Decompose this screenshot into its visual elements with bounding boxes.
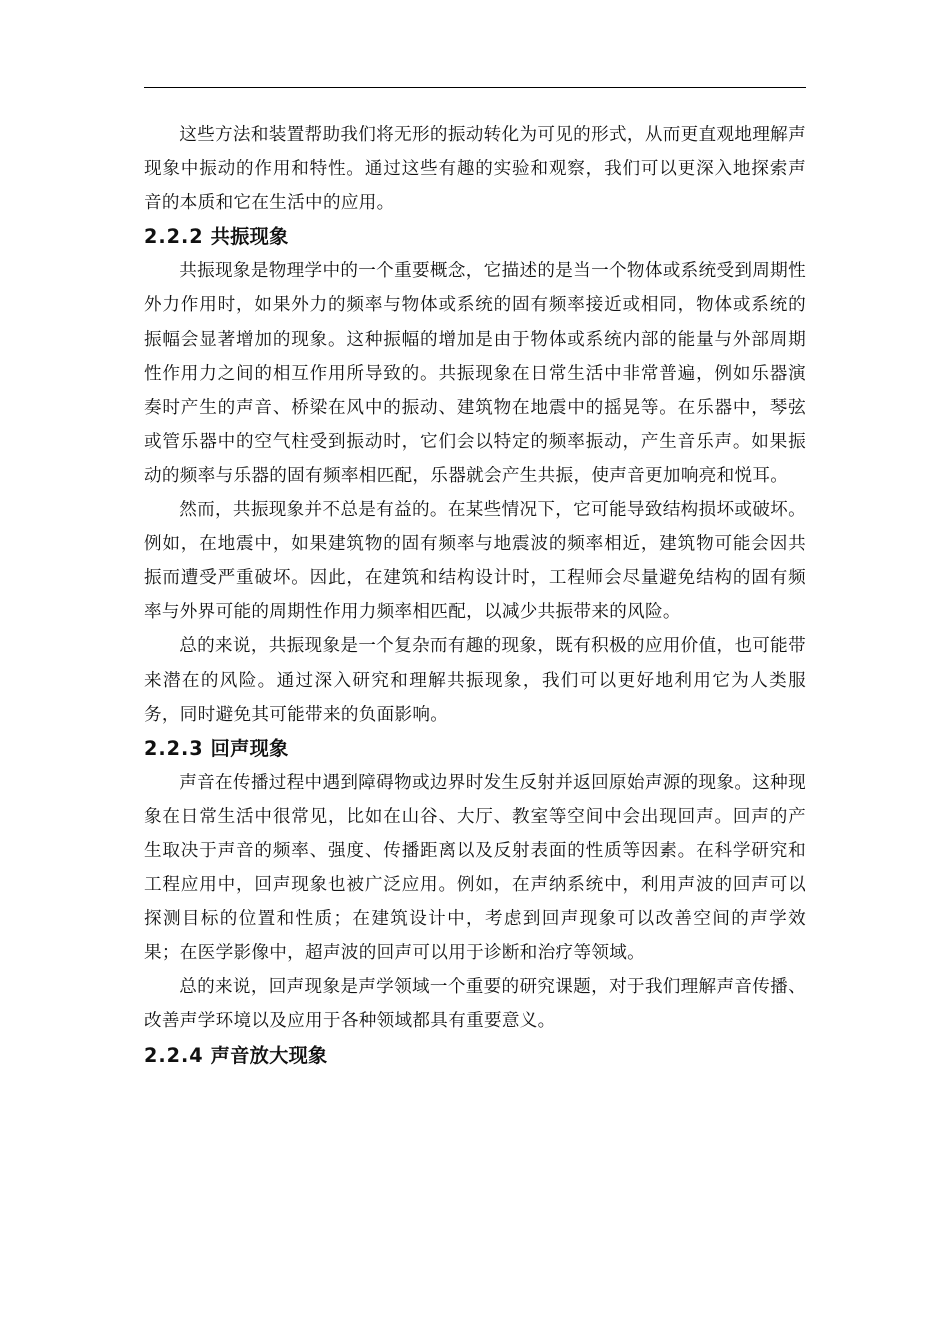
paragraph: 总的来说，回声现象是声学领域一个重要的研究课题，对于我们理解声音传播、改善声学环境以及应用于各种领域都具有重要意义。 xyxy=(144,977,806,1032)
paragraph: 共振现象是物理学中的一个重要概念，它描述的是当一个物体或系统受到周期性外力作用时，如果外力的频率与物体或系统的固有频率接近或相同，物体或系统的振幅会显著增加的现象。这种振幅的增加是由于物体或系统内部的能量与外部周期性作用力之间的相互作用所导致的。共振现象在日常生活中非常普遍，例如乐器演奏时产生的声音、桥梁在风中的振动、建筑物在地震中的摇晃等。在乐器中，琴弦或管乐器中的空气柱受到振动时，它们会以特定的频率振动，产生音乐声。如果振动的频率与乐器的固有频率相匹配，乐器就会产生共振，使声音更加响亮和悦耳。 xyxy=(144,261,806,486)
paragraph: 然而，共振现象并不总是有益的。在某些情况下，它可能导致结构损坏或破坏。例如，在地震中，如果建筑物的固有频率与地震波的频率相近，建筑物可能会因共振而遭受严重破坏。因此，在建筑和结构设计时，工程师会尽量避免结构的固有频率与外界可能的周期性作用力频率相匹配，以减少共振带来的风险。 xyxy=(144,500,806,623)
section-heading xyxy=(144,1039,806,1073)
intro-paragraph: 这些方法和装置帮助我们将无形的振动转化为可见的形式，从而更直观地理解声现象中振动的作用和特性。通过这些有趣的实验和观察，我们可以更深入地探索声音的本质和它在生活中的应用。 xyxy=(144,125,806,214)
document-body xyxy=(144,118,806,1073)
section-title: 共振现象 xyxy=(210,225,289,249)
section-title: 声音放大现象 xyxy=(210,1043,328,1067)
section-number: 2.2.3 xyxy=(144,736,204,760)
header-rule xyxy=(144,87,806,88)
section-heading xyxy=(144,732,806,766)
section-number: 2.2.4 xyxy=(144,1043,204,1067)
section-heading xyxy=(144,220,806,254)
section-title: 回声现象 xyxy=(210,736,289,760)
paragraph: 声音在传播过程中遇到障碍物或边界时发生反射并返回原始声源的现象。这种现象在日常生活中很常见，比如在山谷、大厅、教室等空间中会出现回声。回声的产生取决于声音的频率、强度、传播距离以及反射表面的性质等因素。在科学研究和工程应用中，回声现象也被广泛应用。例如，在声纳系统中，利用声波的回声可以探测目标的位置和性质；在建筑设计中，考虑到回声现象可以改善空间的声学效果；在医学影像中，超声波的回声可以用于诊断和治疗等领域。 xyxy=(144,772,806,964)
section-number: 2.2.2 xyxy=(144,225,204,249)
paragraph: 总的来说，共振现象是一个复杂而有趣的现象，既有积极的应用价值，也可能带来潜在的风险。通过深入研究和理解共振现象，我们可以更好地利用它为人类服务，同时避免其可能带来的负面影响。 xyxy=(144,636,806,725)
section-2-2-2 xyxy=(144,220,806,731)
section-2-2-3 xyxy=(144,732,806,1039)
section-2-2-4 xyxy=(144,1039,806,1073)
